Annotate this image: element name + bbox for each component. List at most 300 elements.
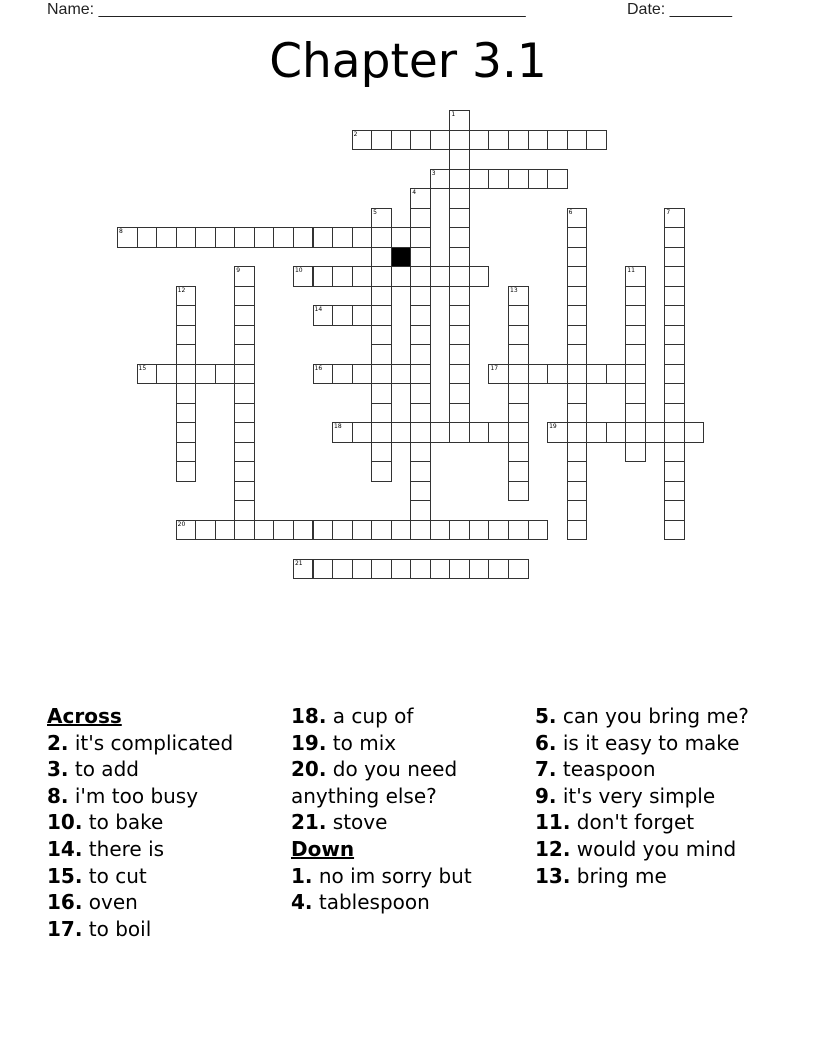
crossword-cell[interactable] — [664, 247, 685, 268]
crossword-cell[interactable] — [293, 520, 314, 541]
crossword-cell[interactable] — [664, 520, 685, 541]
crossword-cell[interactable] — [664, 208, 685, 229]
crossword-cell[interactable] — [488, 422, 509, 443]
crossword-cell[interactable] — [547, 130, 568, 151]
crossword-cell[interactable] — [391, 266, 412, 287]
cell-number: 16 — [314, 364, 323, 372]
crossword-cell[interactable] — [508, 520, 529, 541]
crossword-cell[interactable] — [234, 325, 255, 346]
clue-text: it's very simple — [556, 783, 716, 808]
crossword-cell[interactable] — [488, 559, 509, 580]
clue-text: there is — [82, 836, 165, 861]
crossword-cell[interactable] — [508, 169, 529, 190]
crossword-cell[interactable] — [567, 422, 588, 443]
crossword-cell[interactable] — [410, 520, 431, 541]
crossword-cell[interactable] — [371, 364, 392, 385]
crossword-cell[interactable] — [567, 325, 588, 346]
clue-text: tablespoon — [312, 890, 430, 915]
crossword-cell[interactable] — [137, 227, 158, 248]
crossword-cell[interactable] — [313, 266, 334, 287]
clue-number: 20. — [291, 757, 327, 782]
crossword-cell[interactable] — [567, 403, 588, 424]
crossword-cell[interactable] — [625, 344, 646, 365]
crossword-cell[interactable] — [567, 383, 588, 404]
crossword-cell[interactable] — [449, 305, 470, 326]
crossword-cell[interactable] — [449, 188, 470, 209]
crossword-cell[interactable] — [313, 227, 334, 248]
crossword-cell[interactable] — [332, 559, 353, 580]
clue-text: to mix — [326, 730, 397, 755]
crossword-cell[interactable] — [371, 130, 392, 151]
crossword-cell[interactable] — [410, 208, 431, 229]
crossword-cell[interactable] — [625, 266, 646, 287]
crossword-cell[interactable] — [508, 461, 529, 482]
cell-number: 15 — [138, 364, 147, 372]
crossword-cell[interactable] — [176, 461, 197, 482]
crossword-cell[interactable] — [430, 169, 451, 190]
crossword-cell[interactable] — [215, 227, 236, 248]
clue-number: 5. — [535, 704, 557, 728]
clue-number: 11. — [535, 810, 571, 835]
crossword-cell[interactable] — [313, 520, 334, 541]
clue-number: 15. — [47, 863, 83, 888]
crossword-cell[interactable] — [352, 266, 373, 287]
crossword-cell[interactable] — [567, 286, 588, 307]
crossword-cell[interactable] — [469, 520, 490, 541]
crossword-cell[interactable] — [664, 500, 685, 521]
crossword-cell[interactable] — [176, 286, 197, 307]
crossword-cell[interactable] — [391, 130, 412, 151]
clue-text: no im sorry but — [312, 863, 472, 888]
crossword-cell[interactable] — [528, 169, 549, 190]
crossword-cell[interactable] — [430, 266, 451, 287]
crossword-cell[interactable] — [410, 364, 431, 385]
crossword-cell[interactable] — [430, 520, 451, 541]
crossword-cell[interactable] — [606, 422, 627, 443]
crossword-cell[interactable] — [117, 227, 138, 248]
crossword-cell[interactable] — [488, 130, 509, 151]
crossword-cell[interactable] — [410, 403, 431, 424]
crossword-cell[interactable] — [528, 520, 549, 541]
crossword-cell[interactable] — [234, 520, 255, 541]
across-clue-3 — [47, 756, 277, 783]
crossword-cell[interactable] — [449, 364, 470, 385]
date-field-label: Date: _______ — [627, 1, 732, 18]
crossword-cell[interactable] — [352, 364, 373, 385]
clue-number: 14. — [47, 836, 83, 861]
crossword-cell[interactable] — [508, 481, 529, 502]
crossword-cell[interactable] — [449, 520, 470, 541]
crossword-cell[interactable] — [469, 559, 490, 580]
crossword-cell[interactable] — [410, 461, 431, 482]
crossword-cell[interactable] — [293, 559, 314, 580]
crossword-cell[interactable] — [176, 325, 197, 346]
crossword-cell[interactable] — [176, 227, 197, 248]
crossword-cell[interactable] — [391, 364, 412, 385]
cell-number: 19 — [549, 423, 557, 431]
crossword-cell[interactable] — [664, 383, 685, 404]
crossword-cell[interactable] — [410, 442, 431, 463]
across-clue-21 — [291, 809, 521, 836]
crossword-cell[interactable] — [449, 383, 470, 404]
crossword-cell[interactable] — [332, 227, 353, 248]
clue-text: do you need anything else? — [291, 757, 458, 808]
cell-number: 1 — [451, 111, 456, 119]
crossword-cell[interactable] — [352, 130, 373, 151]
clue-text: teaspoon — [556, 757, 656, 782]
crossword-cell[interactable] — [449, 130, 470, 151]
crossword-cell[interactable] — [176, 422, 197, 443]
crossword-cell[interactable] — [567, 247, 588, 268]
crossword-cell[interactable] — [488, 520, 509, 541]
cell-number: 5 — [373, 208, 377, 216]
crossword-cell[interactable] — [371, 227, 392, 248]
crossword-cell[interactable] — [586, 364, 607, 385]
crossword-cell[interactable] — [332, 520, 353, 541]
crossword-cell[interactable] — [449, 110, 470, 131]
crossword-cell[interactable] — [234, 422, 255, 443]
crossword-cell[interactable] — [352, 305, 373, 326]
crossword-cell[interactable] — [352, 227, 373, 248]
crossword-cell[interactable] — [195, 364, 216, 385]
crossword-cell[interactable] — [488, 169, 509, 190]
crossword-cell[interactable] — [371, 403, 392, 424]
crossword-cell[interactable] — [137, 364, 158, 385]
crossword-cell[interactable] — [410, 325, 431, 346]
crossword-cell[interactable] — [449, 266, 470, 287]
cell-number: 21 — [294, 559, 303, 567]
crossword-cell[interactable] — [547, 364, 568, 385]
crossword-cell[interactable] — [234, 442, 255, 463]
clue-text: i'm too busy — [68, 783, 199, 808]
crossword-cell[interactable] — [449, 208, 470, 229]
crossword-cell[interactable] — [176, 305, 197, 326]
crossword-cell[interactable] — [449, 227, 470, 248]
clue-text: can you bring me? — [556, 704, 749, 728]
clue-number: 1. — [291, 863, 313, 888]
cell-number: 13 — [510, 286, 518, 294]
clue-text: don't forget — [570, 810, 695, 835]
across-clue-14 — [47, 836, 277, 863]
crossword-cell[interactable] — [528, 130, 549, 151]
crossword-cell[interactable] — [469, 422, 490, 443]
clue-text: it's complicated — [68, 730, 234, 755]
crossword-cell[interactable] — [567, 266, 588, 287]
across-heading: Across — [47, 704, 122, 728]
crossword-cell[interactable] — [664, 364, 685, 385]
crossword-cell[interactable] — [176, 442, 197, 463]
crossword-cell[interactable] — [547, 422, 568, 443]
clue-text: a cup of — [326, 704, 414, 728]
crossword-cell[interactable] — [293, 266, 314, 287]
crossword-cell[interactable] — [645, 422, 666, 443]
clue-text: is it easy to make — [556, 730, 740, 755]
crossword-cell[interactable] — [449, 344, 470, 365]
crossword-cell[interactable] — [195, 227, 216, 248]
crossword-cell[interactable] — [567, 305, 588, 326]
across-clue-10 — [47, 809, 277, 836]
cell-number: 10 — [294, 267, 303, 275]
crossword-cell[interactable] — [449, 286, 470, 307]
crossword-cell[interactable] — [371, 383, 392, 404]
clue-number: 13. — [535, 863, 571, 888]
clue-number: 10. — [47, 810, 83, 835]
crossword-cell[interactable] — [567, 130, 588, 151]
down-clue-9 — [535, 783, 765, 810]
crossword-cell[interactable] — [469, 266, 490, 287]
clues-column-3 — [535, 703, 750, 889]
crossword-cell[interactable] — [391, 422, 412, 443]
crossword-cell[interactable] — [508, 130, 529, 151]
cell-number: 4 — [412, 189, 417, 197]
cell-number: 17 — [490, 364, 499, 372]
crossword-cell[interactable] — [664, 403, 685, 424]
clue-number: 3. — [47, 757, 69, 782]
crossword-cell[interactable] — [430, 559, 451, 580]
crossword-cell[interactable] — [234, 403, 255, 424]
crossword-cell[interactable] — [410, 266, 431, 287]
crossword-cell[interactable] — [332, 266, 353, 287]
across-clue-18 — [291, 703, 521, 730]
clue-number: 4. — [291, 890, 313, 915]
crossword-cell[interactable] — [313, 559, 334, 580]
across-clue-2 — [47, 730, 277, 757]
crossword-cell[interactable] — [625, 286, 646, 307]
crossword-cell[interactable] — [410, 422, 431, 443]
crossword-cell[interactable] — [352, 520, 373, 541]
clue-text: stove — [326, 810, 388, 835]
crossword-cell[interactable] — [313, 305, 334, 326]
crossword-cell[interactable] — [391, 559, 412, 580]
crossword-cell[interactable] — [371, 559, 392, 580]
across-clue-20 — [291, 756, 521, 809]
crossword-cell[interactable] — [371, 344, 392, 365]
crossword-cell[interactable] — [410, 286, 431, 307]
crossword-cell[interactable] — [234, 461, 255, 482]
crossword-cell[interactable] — [567, 227, 588, 248]
crossword-cell[interactable] — [567, 344, 588, 365]
crossword-cell[interactable] — [664, 266, 685, 287]
crossword-cell[interactable] — [567, 461, 588, 482]
crossword-cell[interactable] — [371, 461, 392, 482]
crossword-cell[interactable] — [625, 364, 646, 385]
crossword-cell[interactable] — [449, 403, 470, 424]
crossword-cell[interactable] — [664, 461, 685, 482]
crossword-cell[interactable] — [567, 442, 588, 463]
crossword-cell[interactable] — [508, 305, 529, 326]
crossword-cell[interactable] — [469, 130, 490, 151]
down-clue-12 — [535, 836, 765, 863]
crossword-cell[interactable] — [234, 481, 255, 502]
crossword-cell[interactable] — [410, 481, 431, 502]
crossword-cell[interactable] — [332, 305, 353, 326]
crossword-cell[interactable] — [449, 247, 470, 268]
crossword-cell[interactable] — [410, 130, 431, 151]
crossword-cell[interactable] — [293, 227, 314, 248]
crossword-cell[interactable] — [371, 286, 392, 307]
crossword-cell[interactable] — [371, 266, 392, 287]
crossword-cell[interactable] — [508, 325, 529, 346]
crossword-cell[interactable] — [371, 520, 392, 541]
crossword-cell[interactable] — [684, 422, 705, 443]
crossword-cell[interactable] — [273, 227, 294, 248]
crossword-cell[interactable] — [410, 500, 431, 521]
crossword-cell[interactable] — [508, 344, 529, 365]
clues-column-1 — [47, 703, 277, 942]
clue-number: 16. — [47, 890, 83, 915]
crossword-cell[interactable] — [449, 559, 470, 580]
crossword-cell[interactable] — [547, 169, 568, 190]
across-clue-19 — [291, 730, 521, 757]
clue-number: 2. — [47, 730, 69, 755]
crossword-cell[interactable] — [234, 266, 255, 287]
crossword-cell[interactable] — [371, 442, 392, 463]
crossword-cell[interactable] — [469, 169, 490, 190]
crossword-cell[interactable] — [176, 344, 197, 365]
crossword-cell[interactable] — [371, 422, 392, 443]
clue-text: to cut — [82, 863, 147, 888]
crossword-cell[interactable] — [449, 422, 470, 443]
clue-text: would you mind — [570, 836, 737, 861]
crossword-cell[interactable] — [567, 364, 588, 385]
page-title: Chapter 3.1 — [269, 34, 547, 89]
crossword-cell[interactable] — [606, 364, 627, 385]
crossword-cell[interactable] — [176, 520, 197, 541]
crossword-cell[interactable] — [410, 559, 431, 580]
cell-number: 8 — [119, 228, 123, 236]
clue-text: to bake — [82, 810, 164, 835]
black-cell — [391, 247, 412, 268]
crossword-cell[interactable] — [410, 383, 431, 404]
crossword-cell[interactable] — [254, 520, 275, 541]
cell-number: 14 — [314, 306, 323, 314]
crossword-cell[interactable] — [234, 500, 255, 521]
crossword-cell[interactable] — [410, 247, 431, 268]
crossword-cell[interactable] — [508, 559, 529, 580]
across-clue-16 — [47, 889, 277, 916]
crossword-cell[interactable] — [664, 227, 685, 248]
cell-number: 7 — [666, 208, 671, 216]
crossword-cell[interactable] — [430, 130, 451, 151]
crossword-cell[interactable] — [176, 403, 197, 424]
crossword-cell[interactable] — [664, 344, 685, 365]
crossword-cell[interactable] — [176, 364, 197, 385]
crossword-cell[interactable] — [567, 481, 588, 502]
cell-number: 9 — [236, 267, 241, 275]
crossword-cell[interactable] — [567, 500, 588, 521]
crossword-cell[interactable] — [508, 442, 529, 463]
crossword-cell[interactable] — [430, 422, 451, 443]
across-clue-8 — [47, 783, 277, 810]
clue-number: 19. — [291, 730, 327, 755]
crossword-cell[interactable] — [664, 442, 685, 463]
clue-text: to add — [68, 757, 139, 782]
crossword-cell[interactable] — [410, 305, 431, 326]
cell-number: 2 — [353, 130, 358, 138]
crossword-cell[interactable] — [488, 364, 509, 385]
cell-number: 20 — [177, 520, 186, 528]
crossword-cell[interactable] — [234, 227, 255, 248]
crossword-cell[interactable] — [371, 305, 392, 326]
crossword-cell[interactable] — [371, 247, 392, 268]
crossword-cell[interactable] — [391, 520, 412, 541]
across-clue-17 — [47, 916, 277, 943]
crossword-cell[interactable] — [313, 364, 334, 385]
crossword-cell[interactable] — [664, 422, 685, 443]
crossword-cell[interactable] — [449, 169, 470, 190]
crossword-cell[interactable] — [352, 422, 373, 443]
crossword-cell[interactable] — [664, 481, 685, 502]
cell-number: 11 — [627, 267, 635, 275]
crossword-cell[interactable] — [664, 286, 685, 307]
crossword-cell[interactable] — [410, 188, 431, 209]
crossword-cell[interactable] — [625, 403, 646, 424]
crossword-cell[interactable] — [586, 422, 607, 443]
clue-number: 6. — [535, 730, 557, 755]
crossword-cell[interactable] — [371, 208, 392, 229]
crossword-cell[interactable] — [625, 422, 646, 443]
crossword-cell[interactable] — [215, 520, 236, 541]
crossword-cell[interactable] — [508, 403, 529, 424]
clue-number: 8. — [47, 783, 69, 808]
crossword-cell[interactable] — [273, 520, 294, 541]
crossword-cell[interactable] — [567, 520, 588, 541]
crossword-cell[interactable] — [234, 383, 255, 404]
cell-number: 3 — [431, 169, 436, 177]
crossword-cell[interactable] — [625, 325, 646, 346]
crossword-cell[interactable] — [332, 422, 353, 443]
crossword-cell[interactable] — [664, 305, 685, 326]
crossword-cell[interactable] — [156, 227, 177, 248]
down-clue-11 — [535, 809, 765, 836]
crossword-cell[interactable] — [195, 520, 216, 541]
crossword-cell[interactable] — [352, 559, 373, 580]
crossword-cell[interactable] — [508, 383, 529, 404]
crossword-cell[interactable] — [234, 286, 255, 307]
crossword-cell[interactable] — [625, 383, 646, 404]
crossword-cell[interactable] — [508, 422, 529, 443]
crossword-cell[interactable] — [332, 364, 353, 385]
crossword-cell[interactable] — [664, 325, 685, 346]
crossword-cell[interactable] — [625, 305, 646, 326]
crossword-cell[interactable] — [234, 364, 255, 385]
crossword-cell[interactable] — [215, 364, 236, 385]
down-clue-6 — [535, 730, 765, 757]
crossword-cell[interactable] — [528, 364, 549, 385]
crossword-cell[interactable] — [176, 383, 197, 404]
crossword-cell[interactable] — [586, 130, 607, 151]
clue-number: 18. — [291, 704, 327, 728]
clue-number: 9. — [535, 783, 557, 808]
crossword-cell[interactable] — [625, 442, 646, 463]
crossword-cell[interactable] — [234, 344, 255, 365]
crossword-cell[interactable] — [254, 227, 275, 248]
crossword-cell[interactable] — [449, 149, 470, 170]
crossword-cell[interactable] — [391, 227, 412, 248]
crossword-cell[interactable] — [371, 325, 392, 346]
crossword-cell[interactable] — [449, 325, 470, 346]
crossword-cell[interactable] — [156, 364, 177, 385]
crossword-cell[interactable] — [508, 286, 529, 307]
crossword-cell[interactable] — [508, 364, 529, 385]
down-clue-4 — [291, 889, 521, 916]
down-clue-7 — [535, 756, 765, 783]
crossword-cell[interactable] — [234, 305, 255, 326]
crossword-cell[interactable] — [410, 344, 431, 365]
crossword-cell[interactable] — [567, 208, 588, 229]
crossword-cell[interactable] — [410, 227, 431, 248]
clue-number: 7. — [535, 757, 557, 782]
